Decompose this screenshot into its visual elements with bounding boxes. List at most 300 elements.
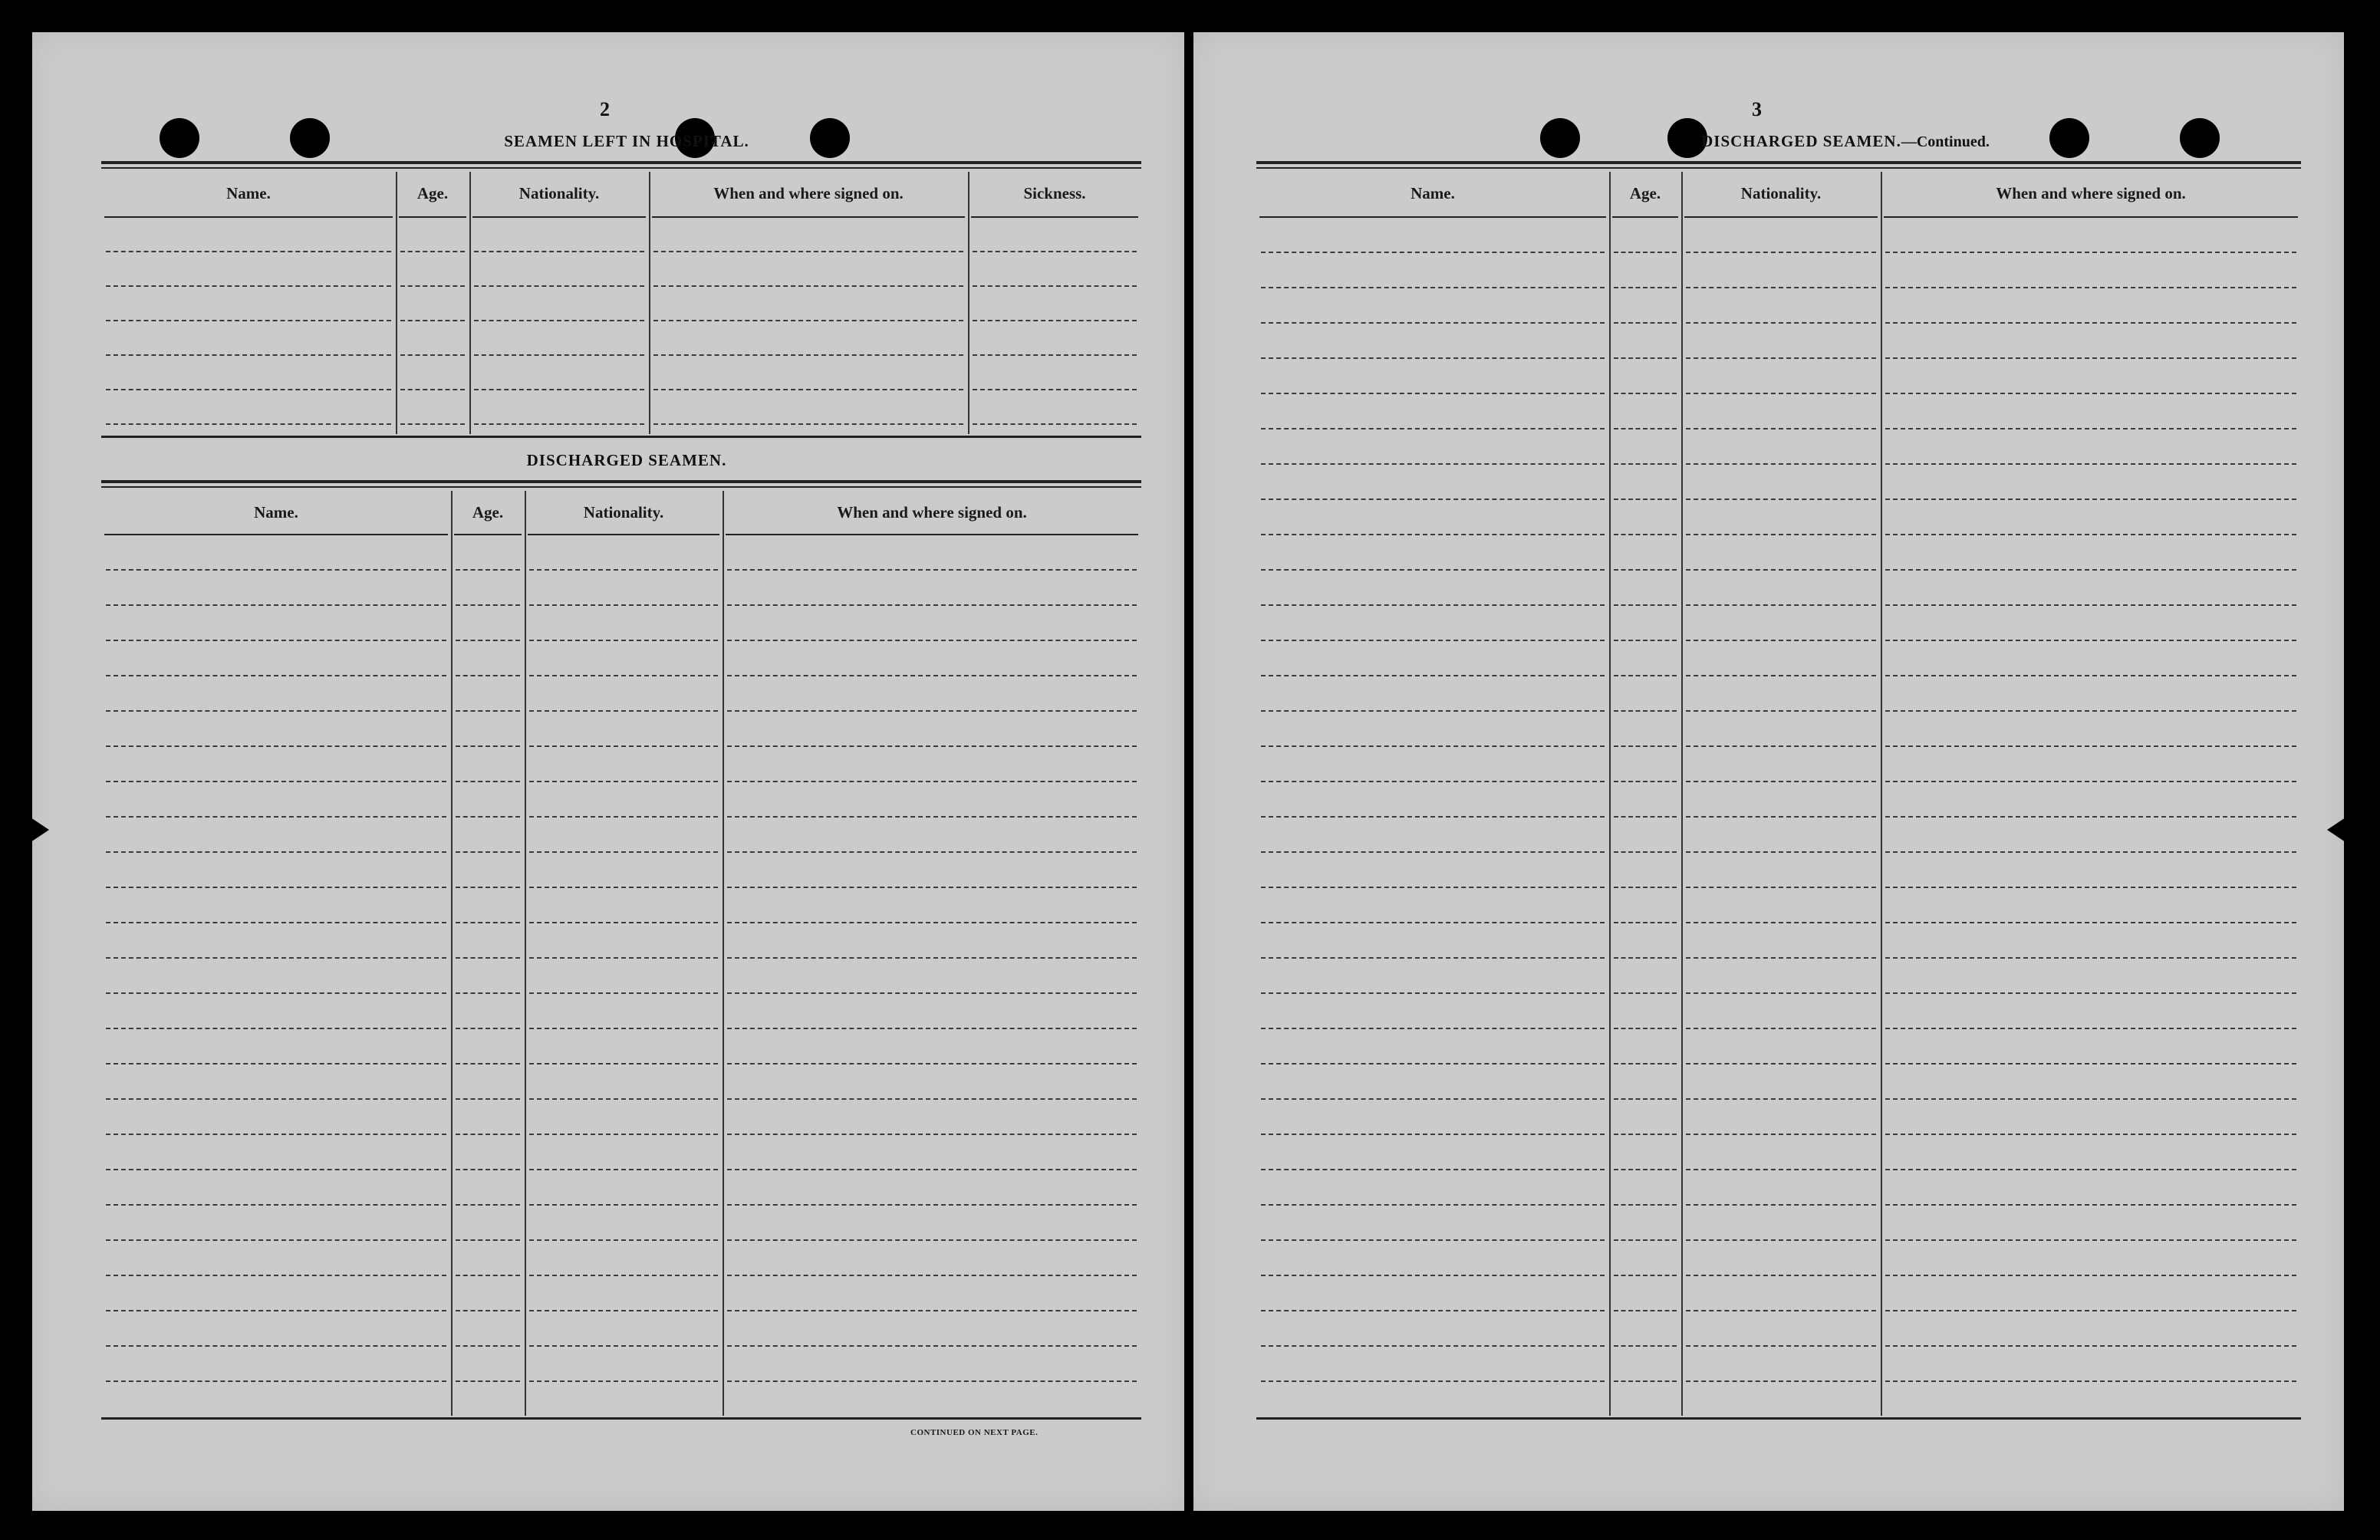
entry-line [106, 1169, 446, 1170]
entry-line [400, 354, 465, 356]
entry-line [727, 887, 1137, 888]
entry-line [1261, 675, 1605, 676]
double-rule-bottom [101, 167, 1141, 169]
entry-line [1614, 322, 1677, 324]
entry-line [456, 1275, 520, 1276]
entry-line [1885, 851, 2296, 853]
section-title-hospital: SEAMEN LEFT IN HOSPITAL. [504, 132, 749, 150]
entry-line [1614, 1063, 1677, 1065]
entry-line [474, 320, 644, 321]
entry-line [1885, 1169, 2296, 1170]
entry-line [529, 1380, 718, 1382]
entry-line [727, 1134, 1137, 1135]
entry-line [1614, 1380, 1677, 1382]
entry-line [106, 1239, 446, 1241]
entry-line [106, 1028, 446, 1029]
entry-line [1261, 710, 1605, 712]
entry-line [727, 1345, 1137, 1347]
entry-line [1885, 1310, 2296, 1311]
entry-line [1686, 1028, 1876, 1029]
entry-line [106, 816, 446, 818]
entry-line [1261, 1239, 1605, 1241]
entry-line [529, 957, 718, 959]
entry-line [529, 1134, 718, 1135]
column-divider [968, 172, 969, 434]
entry-line [1686, 1239, 1876, 1241]
punch-hole [2180, 118, 2220, 158]
entry-line [1885, 957, 2296, 959]
entry-line [106, 1310, 446, 1311]
entry-line [653, 251, 963, 252]
entry-line [727, 781, 1137, 782]
entry-line [1885, 604, 2296, 606]
entry-line [1261, 428, 1605, 429]
entry-line [106, 1204, 446, 1206]
entry-line [1686, 1345, 1876, 1347]
entry-line [1261, 887, 1605, 888]
entry-line [529, 851, 718, 853]
column-header: Age. [472, 503, 504, 522]
entry-line [1686, 604, 1876, 606]
punch-hole [1540, 118, 1580, 158]
entry-line [400, 285, 465, 287]
entry-line [1614, 1310, 1677, 1311]
header-underline [1684, 216, 1878, 218]
entry-line [973, 251, 1137, 252]
entry-line [973, 389, 1137, 390]
entry-line [1614, 393, 1677, 394]
entry-line [474, 423, 644, 425]
entry-line [727, 1204, 1137, 1206]
entry-line [1261, 957, 1605, 959]
entry-line [1261, 1310, 1605, 1311]
entry-line [400, 423, 465, 425]
entry-line [529, 1310, 718, 1311]
entry-line [456, 569, 520, 571]
entry-line [973, 354, 1137, 356]
entry-line [106, 851, 446, 853]
entry-line [456, 604, 520, 606]
entry-line [1885, 1275, 2296, 1276]
entry-line [529, 710, 718, 712]
entry-line [1614, 499, 1677, 500]
entry-line [106, 781, 446, 782]
entry-line [1686, 287, 1876, 288]
entry-line [1614, 745, 1677, 747]
entry-line [456, 1028, 520, 1029]
header-underline [1612, 216, 1678, 218]
entry-line [1686, 1134, 1876, 1135]
entry-line [529, 745, 718, 747]
entry-line [727, 1310, 1137, 1311]
entry-line [456, 1169, 520, 1170]
column-divider [451, 491, 453, 1416]
entry-line [727, 1063, 1137, 1065]
entry-line [727, 1169, 1137, 1170]
double-rule-top [101, 161, 1141, 164]
entry-line [529, 1063, 718, 1065]
entry-line [727, 569, 1137, 571]
entry-line [727, 1275, 1137, 1276]
entry-line [1686, 675, 1876, 676]
entry-line [1885, 322, 2296, 324]
entry-line [1885, 675, 2296, 676]
entry-line [1261, 1063, 1605, 1065]
entry-line [727, 1098, 1137, 1100]
entry-line [1686, 922, 1876, 923]
entry-line [106, 423, 391, 425]
entry-line [1614, 252, 1677, 253]
column-divider [396, 172, 397, 434]
entry-line [1614, 463, 1677, 465]
entry-line [1261, 1134, 1605, 1135]
entry-line [1261, 1098, 1605, 1100]
entry-line [727, 816, 1137, 818]
entry-line [1686, 428, 1876, 429]
entry-line [1261, 1204, 1605, 1206]
entry-line [727, 922, 1137, 923]
entry-line [456, 816, 520, 818]
entry-line [456, 1098, 520, 1100]
entry-line [1614, 1098, 1677, 1100]
continued-note: CONTINUED ON NEXT PAGE. [910, 1428, 1039, 1437]
entry-line [1885, 1028, 2296, 1029]
entry-line [1686, 957, 1876, 959]
column-header: Name. [226, 184, 271, 202]
column-divider [525, 491, 526, 1416]
entry-line [529, 922, 718, 923]
column-header: Name. [254, 503, 298, 522]
entry-line [529, 604, 718, 606]
entry-line [1885, 499, 2296, 500]
column-header: Sickness. [1023, 184, 1086, 202]
entry-line [973, 423, 1137, 425]
column-divider [1681, 172, 1683, 1416]
entry-line [653, 285, 963, 287]
entry-line [1885, 922, 2296, 923]
entry-line [529, 1345, 718, 1347]
column-header: When and where signed on. [1996, 184, 2186, 202]
entry-line [1614, 569, 1677, 571]
entry-line [727, 992, 1137, 994]
entry-line [456, 1134, 520, 1135]
column-header: When and where signed on. [837, 503, 1027, 522]
entry-line [1261, 569, 1605, 571]
entry-line [529, 1169, 718, 1170]
entry-line [1261, 1345, 1605, 1347]
right-form-page [1193, 32, 2344, 1511]
entry-line [1885, 569, 2296, 571]
entry-line [529, 640, 718, 641]
entry-line [456, 851, 520, 853]
column-divider [649, 172, 650, 434]
entry-line [1261, 463, 1605, 465]
column-divider [1609, 172, 1611, 1416]
entry-line [653, 423, 963, 425]
table-bottom-rule [101, 1417, 1141, 1420]
column-divider [723, 491, 724, 1416]
section-title-discharged: DISCHARGED SEAMEN. [526, 451, 727, 469]
entry-line [1614, 1275, 1677, 1276]
entry-line [1686, 1169, 1876, 1170]
entry-line [1614, 675, 1677, 676]
entry-line [1686, 393, 1876, 394]
entry-line [1885, 287, 2296, 288]
entry-line [1261, 851, 1605, 853]
column-divider [469, 172, 471, 434]
section-rule [101, 436, 1141, 438]
entry-line [1614, 1169, 1677, 1170]
entry-line [529, 569, 718, 571]
entry-line [456, 1310, 520, 1311]
entry-line [106, 604, 446, 606]
entry-line [1614, 287, 1677, 288]
entry-line [106, 710, 446, 712]
entry-line [1686, 640, 1876, 641]
entry-line [727, 1028, 1137, 1029]
entry-line [106, 389, 391, 390]
entry-line [1885, 640, 2296, 641]
entry-line [1885, 745, 2296, 747]
column-header: Age. [1629, 184, 1661, 202]
entry-line [456, 1380, 520, 1382]
entry-line [1261, 604, 1605, 606]
entry-line [1261, 992, 1605, 994]
entry-line [474, 285, 644, 287]
entry-line [456, 1239, 520, 1241]
entry-line [727, 675, 1137, 676]
entry-line [1885, 393, 2296, 394]
header-underline [104, 216, 393, 218]
entry-line [1885, 1345, 2296, 1347]
entry-line [106, 569, 446, 571]
column-header: Age. [416, 184, 449, 202]
header-underline [652, 216, 965, 218]
entry-line [1885, 428, 2296, 429]
entry-line [1261, 1169, 1605, 1170]
entry-line [529, 887, 718, 888]
entry-line [106, 745, 446, 747]
entry-line [456, 1345, 520, 1347]
page-number: 2 [600, 98, 610, 120]
entry-line [1885, 710, 2296, 712]
entry-line [456, 640, 520, 641]
entry-line [1885, 252, 2296, 253]
entry-line [106, 1275, 446, 1276]
entry-line [1686, 1310, 1876, 1311]
double-rule-bottom [101, 486, 1141, 488]
page-number: 3 [1752, 98, 1762, 120]
entry-line [1261, 393, 1605, 394]
column-divider [1881, 172, 1882, 1416]
page-notch [2327, 818, 2345, 842]
entry-line [456, 887, 520, 888]
entry-line [1614, 1239, 1677, 1241]
entry-line [1885, 1204, 2296, 1206]
entry-line [1686, 745, 1876, 747]
entry-line [456, 745, 520, 747]
entry-line [1686, 781, 1876, 782]
entry-line [1686, 1380, 1876, 1382]
entry-line [653, 354, 963, 356]
entry-line [653, 389, 963, 390]
left-form-page [32, 32, 1184, 1511]
entry-line [529, 1239, 718, 1241]
entry-line [1261, 816, 1605, 818]
entry-line [1614, 1134, 1677, 1135]
entry-line [106, 957, 446, 959]
entry-line [1686, 534, 1876, 535]
entry-line [106, 640, 446, 641]
entry-line [1686, 252, 1876, 253]
entry-line [106, 251, 391, 252]
entry-line [106, 1134, 446, 1135]
entry-line [456, 710, 520, 712]
entry-line [400, 389, 465, 390]
entry-line [1261, 640, 1605, 641]
entry-line [1261, 1028, 1605, 1029]
column-header: Nationality. [1740, 184, 1822, 202]
entry-line [727, 1380, 1137, 1382]
title-main: DISCHARGED SEAMEN. [1701, 132, 1901, 150]
entry-line [1261, 322, 1605, 324]
entry-line [529, 781, 718, 782]
entry-line [1885, 463, 2296, 465]
entry-line [1686, 1098, 1876, 1100]
double-rule-top [101, 480, 1141, 483]
entry-line [1686, 463, 1876, 465]
entry-line [106, 992, 446, 994]
entry-line [1686, 322, 1876, 324]
entry-line [106, 1063, 446, 1065]
entry-line [1885, 534, 2296, 535]
entry-line [456, 992, 520, 994]
header-underline [528, 534, 719, 535]
entry-line [529, 1028, 718, 1029]
entry-line [106, 285, 391, 287]
entry-line [106, 1380, 446, 1382]
entry-line [106, 922, 446, 923]
entry-line [1686, 499, 1876, 500]
column-header: Nationality. [518, 184, 600, 202]
entry-line [1614, 781, 1677, 782]
header-underline [399, 216, 466, 218]
entry-line [1261, 1380, 1605, 1382]
entry-line [1261, 534, 1605, 535]
entry-line [106, 887, 446, 888]
entry-line [1261, 252, 1605, 253]
entry-line [1885, 1239, 2296, 1241]
entry-line [1885, 1098, 2296, 1100]
entry-line [727, 604, 1137, 606]
entry-line [1885, 357, 2296, 359]
entry-line [400, 251, 465, 252]
entry-line [529, 675, 718, 676]
entry-line [1614, 1345, 1677, 1347]
entry-line [1614, 640, 1677, 641]
entry-line [106, 1098, 446, 1100]
page-notch [31, 818, 49, 842]
entry-line [106, 675, 446, 676]
header-underline [971, 216, 1138, 218]
entry-line [1686, 816, 1876, 818]
header-underline [454, 534, 522, 535]
entry-line [1614, 534, 1677, 535]
entry-line [529, 1098, 718, 1100]
entry-line [1614, 957, 1677, 959]
entry-line [1885, 1380, 2296, 1382]
entry-line [1261, 781, 1605, 782]
entry-line [727, 640, 1137, 641]
title-continued: —Continued. [1901, 133, 1990, 150]
entry-line [727, 1239, 1137, 1241]
entry-line [1614, 357, 1677, 359]
section-title-discharged-continued [1577, 132, 2114, 151]
entry-line [400, 320, 465, 321]
entry-line [106, 354, 391, 356]
entry-line [1261, 357, 1605, 359]
entry-line [1614, 922, 1677, 923]
entry-line [456, 1063, 520, 1065]
header-underline [104, 534, 448, 535]
entry-line [1686, 1204, 1876, 1206]
double-rule-top [1256, 161, 2301, 164]
entry-line [1614, 1204, 1677, 1206]
entry-line [106, 1345, 446, 1347]
entry-line [1686, 1063, 1876, 1065]
column-header: Name. [1411, 184, 1455, 202]
entry-line [1261, 1275, 1605, 1276]
entry-line [106, 320, 391, 321]
double-rule-bottom [1256, 167, 2301, 169]
column-header: Nationality. [583, 503, 664, 522]
entry-line [1686, 357, 1876, 359]
entry-line [1885, 1134, 2296, 1135]
entry-line [973, 320, 1137, 321]
entry-line [1614, 604, 1677, 606]
entry-line [1686, 887, 1876, 888]
entry-line [1614, 851, 1677, 853]
entry-line [727, 957, 1137, 959]
entry-line [653, 320, 963, 321]
entry-line [529, 1275, 718, 1276]
entry-line [727, 710, 1137, 712]
entry-line [1614, 1028, 1677, 1029]
entry-line [1686, 992, 1876, 994]
entry-line [1614, 992, 1677, 994]
entry-line [1614, 710, 1677, 712]
header-underline [726, 534, 1138, 535]
header-underline [1884, 216, 2298, 218]
entry-line [529, 816, 718, 818]
entry-line [1885, 992, 2296, 994]
entry-line [474, 389, 644, 390]
entry-line [1686, 710, 1876, 712]
entry-line [1261, 922, 1605, 923]
table-bottom-rule [1256, 1417, 2301, 1420]
entry-line [973, 285, 1137, 287]
header-underline [472, 216, 646, 218]
entry-line [1885, 1063, 2296, 1065]
entry-line [474, 354, 644, 356]
entry-line [727, 851, 1137, 853]
entry-line [1885, 887, 2296, 888]
entry-line [529, 1204, 718, 1206]
header-underline [1259, 216, 1606, 218]
entry-line [727, 745, 1137, 747]
entry-line [456, 675, 520, 676]
entry-line [1686, 851, 1876, 853]
